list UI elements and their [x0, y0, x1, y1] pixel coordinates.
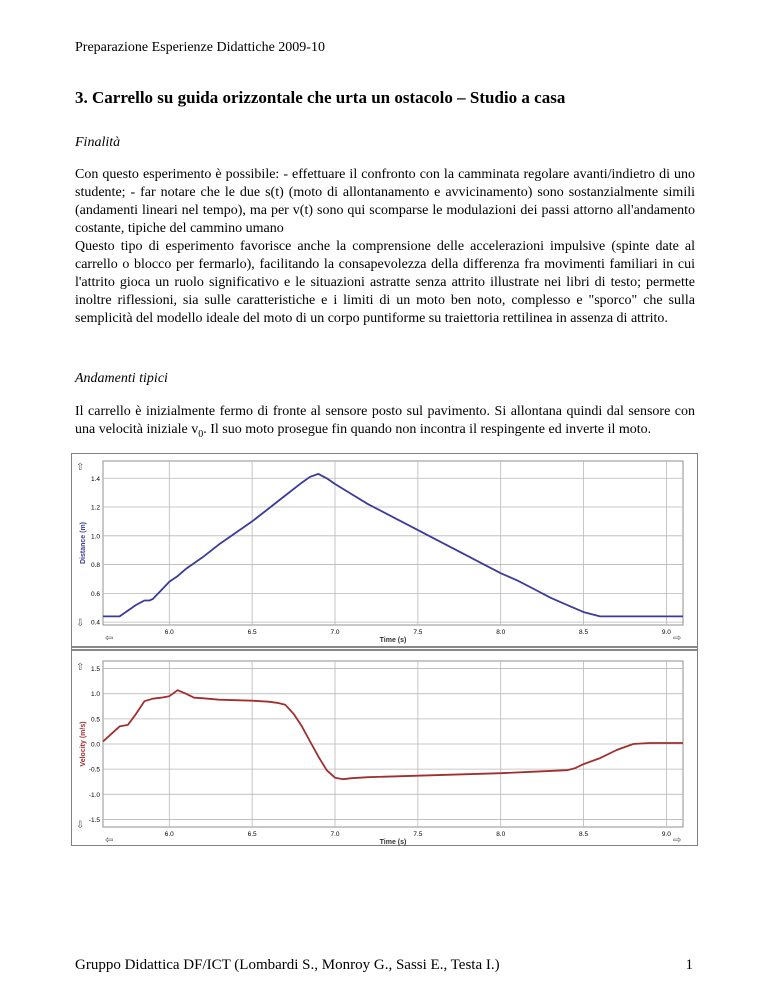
velocity-y-tick-label: 0.0 [90, 741, 100, 749]
paragraph-finalita-1: Con questo esperimento è possibile: - effettuare il confronto con la camminata regolare avanti/indietro di uno studente; - far notare che le due s(t) (moto di allontanamento e avvicinamento) sono sostanzialmente simili (andamenti lineari nel tempo), ma per v(t) sono qui scomparse le modulazioni dei passi attorno all'andamento costante, tipiche del cammino umano [75, 167, 695, 236]
distance-y-axis-label: Distance (m) [80, 521, 87, 565]
velocity-x-tick-label: 7.0 [330, 831, 340, 838]
graph-svg [71, 453, 698, 846]
velocity-y-tick-label: 0.5 [90, 716, 100, 724]
velocity-scroll-left-icon: ⇦ [105, 835, 114, 846]
distance-x-tick-label: 7.5 [413, 629, 423, 636]
distance-y-tick-label: 1.4 [90, 475, 100, 483]
paragraph-finalita [75, 166, 695, 328]
velocity-panel [76, 661, 683, 846]
paragraph-andamenti-text-b: . Il suo moto prosegue fin quando non incontra il respingente ed inverte il moto. [203, 422, 652, 437]
distance-scroll-right-icon: ⇨ [673, 633, 682, 644]
paragraph-finalita-2: Questo tipo di esperimento favorisce anche la comprensione delle accelerazioni impulsive (spinte date al carrello o blocco per fermarlo), facilitando la consapevolezza della differenza fra movimenti familiari in cui l'attrito gioca un ruolo significativo e le situazioni astratte senza attrito illustrate nei libri di testo; permette inoltre riflessioni, sia sulle caratteristiche e i limiti di un moto ben noto, complesso e "sporco" che sulla semplicità del modello ideale del moto di un corpo puntiforme su traiettoria rettilinea in assenza di attrito. [75, 239, 695, 326]
graph-figure [71, 453, 698, 846]
velocity-y-tick-label: -1.5 [88, 816, 100, 824]
section-title: 3. Carrello su guida orizzontale che urta un ostacolo – Studio a casa [75, 88, 566, 107]
distance-scroll-up-icon: ⇧ [76, 462, 85, 473]
velocity-x-tick-label: 9.0 [661, 831, 671, 838]
velocity-scroll-up-icon: ⇧ [76, 662, 85, 673]
distance-scroll-down-icon: ⇩ [76, 618, 85, 629]
distance-plot-area [103, 461, 683, 625]
velocity-x-tick-label: 8.0 [496, 831, 506, 838]
page-number: 1 [685, 957, 693, 973]
subscript-zero: 0 [198, 428, 204, 440]
distance-x-tick-label: 6.0 [164, 629, 174, 636]
velocity-x-tick-label: 7.5 [413, 831, 423, 838]
page-footer: Gruppo Didattica DF/ICT (Lombardi S., Monroy G., Sassi E., Testa I.) [75, 957, 500, 973]
velocity-x-tick-label: 8.5 [579, 831, 589, 838]
distance-x-tick-label: 9.0 [661, 629, 671, 636]
velocity-x-axis-label: Time (s) [379, 839, 407, 846]
velocity-y-tick-label: -1.0 [88, 791, 100, 799]
distance-x-tick-label: 6.5 [247, 629, 257, 636]
distance-y-tick-label: 0.4 [90, 619, 100, 627]
velocity-y-axis-label: Velocity (m/s) [80, 721, 87, 767]
distance-y-tick-label: 1.2 [90, 504, 100, 512]
velocity-y-tick-label: 1.5 [90, 666, 100, 674]
distance-y-tick-label: 0.8 [90, 562, 100, 570]
subheading-finalita: Finalità [75, 135, 121, 150]
velocity-x-tick-label: 6.5 [247, 831, 257, 838]
subheading-andamenti: Andamenti tipici [75, 371, 168, 386]
distance-x-tick-label: 8.5 [579, 629, 589, 636]
velocity-y-tick-label: -0.5 [88, 766, 100, 774]
page-header: Preparazione Esperienze Didattiche 2009-10 [75, 40, 325, 55]
velocity-x-tick-label: 6.0 [164, 831, 174, 838]
velocity-y-tick-label: 1.0 [90, 691, 100, 699]
paragraph-andamenti [75, 403, 695, 444]
velocity-scroll-right-icon: ⇨ [673, 835, 682, 846]
distance-y-tick-label: 0.6 [90, 590, 100, 598]
velocity-scroll-down-icon: ⇩ [76, 820, 85, 831]
distance-y-tick-label: 1.0 [90, 533, 100, 541]
distance-scroll-left-icon: ⇦ [105, 633, 114, 644]
paragraph-andamenti-text-a: Il carrello è inizialmente fermo di fronte al sensore posto sul pavimento. Si allontana quindi dal sensore con una velocità iniziale v [75, 404, 695, 437]
distance-x-tick-label: 8.0 [496, 629, 506, 636]
distance-panel [76, 461, 683, 644]
distance-x-tick-label: 7.0 [330, 629, 340, 636]
distance-x-axis-label: Time (s) [379, 637, 407, 644]
